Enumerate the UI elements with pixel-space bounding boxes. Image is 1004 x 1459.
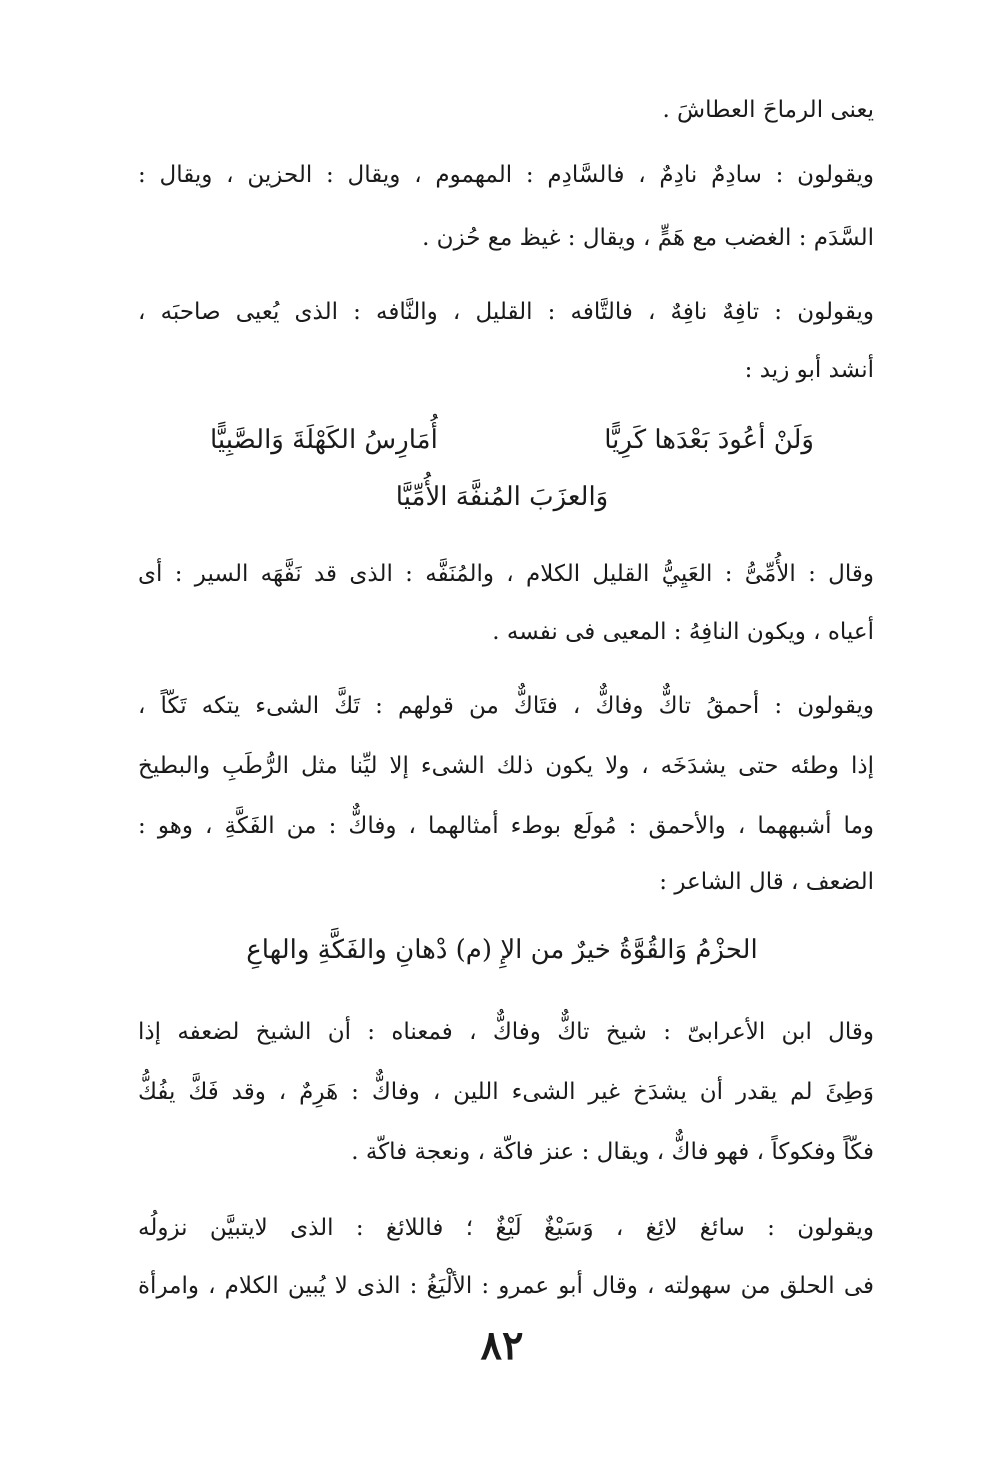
verse-hemistich-right: وَلَنْ أعُودَ بَعْدَها كَرِيًّا <box>604 425 814 455</box>
text-line: وَطِئَ لم يقدر أن يشدَخ غير الشىء اللين ، وفاكٌّ : هَرِمٌ ، وقد فَكَّ يفُكُّ <box>138 1079 874 1105</box>
verse-line: الحزْمُ وَالقُوَّةُ خيرٌ من الإِ (م) دْهانِ والفَكَّةِ والهاعِ <box>246 935 758 965</box>
page-number: ٨٢ <box>480 1322 524 1369</box>
text-line: الضعف ، قال الشاعر : <box>659 869 874 895</box>
text-line: ويقولون : سائغ لائِغ ، وَسَيْغٌ لَيْغٌ ؛ فاللائغ : الذى لايتبيَّن نزولُه <box>138 1215 874 1241</box>
text-line: فكّاً وفكوكاً ، فهو فاكٌّ ، ويقال : عنز فاكّة ، ونعجة فاكّة . <box>351 1139 874 1165</box>
text-line: السَّدَم : الغضب مع هَمٍّ ، ويقال : غيظ مع حُزن . <box>422 225 874 251</box>
text-line: ويقولون : تافِهٌ نافِهٌ ، فالتَّافه : القليل ، والنَّافه : الذى يُعيى صاحبَه ، <box>138 299 874 325</box>
text-line: يعنى الرماحَ العطاشَ . <box>662 97 874 123</box>
text-line: إذا وطئه حتى يشدَخَه ، ولا يكون ذلك الشىء إلا ليِّنا مثل الرُّطَبِ والبطيخ <box>138 753 874 779</box>
text-line: ويقولون : أحمقُ تاكٌّ وفاكٌّ ، فتَاكٌّ من قولهم : تَكَّ الشىء يتكه تَكّاً ، <box>138 693 874 719</box>
text-line: فى الحلق من سهولته ، وقال أبو عمرو : الألْيَغُ : الذى لا يُبين الكلام ، وامرأة <box>138 1273 874 1299</box>
verse-line: وَالعزَبَ المُنفَّهَ الأُمِّيَّا <box>395 482 609 512</box>
verse-hemistich-left: أُمَارِسُ الكَهْلَةَ وَالصَّبِيًّا <box>210 425 438 455</box>
text-line: أنشد أبو زيد : <box>744 357 874 383</box>
text-line: ويقولون : سادِمٌ نادِمٌ ، فالسَّادِم : المهموم ، ويقال : الحزين ، ويقال : <box>138 162 874 188</box>
text-line: أعياه ، ويكون النافِهُ : المعيى فى نفسه . <box>492 619 874 645</box>
text-line: وقال : الأُمِّىُّ : العَيِيُّ القليل الكلام ، والمُنَفَّه : الذى قد نَفَّهَه السير : أى <box>138 561 874 587</box>
text-line: وما أشبههما ، والأحمق : مُولَع بوطء أمثالهما ، وفاكٌّ : من الفَكَّةِ ، وهو : <box>138 813 874 839</box>
text-line: وقال ابن الأعرابىّ : شيخ تاكٌّ وفاكٌّ ، فمعناه : أن الشيخ لضعفه إذا <box>138 1019 874 1045</box>
